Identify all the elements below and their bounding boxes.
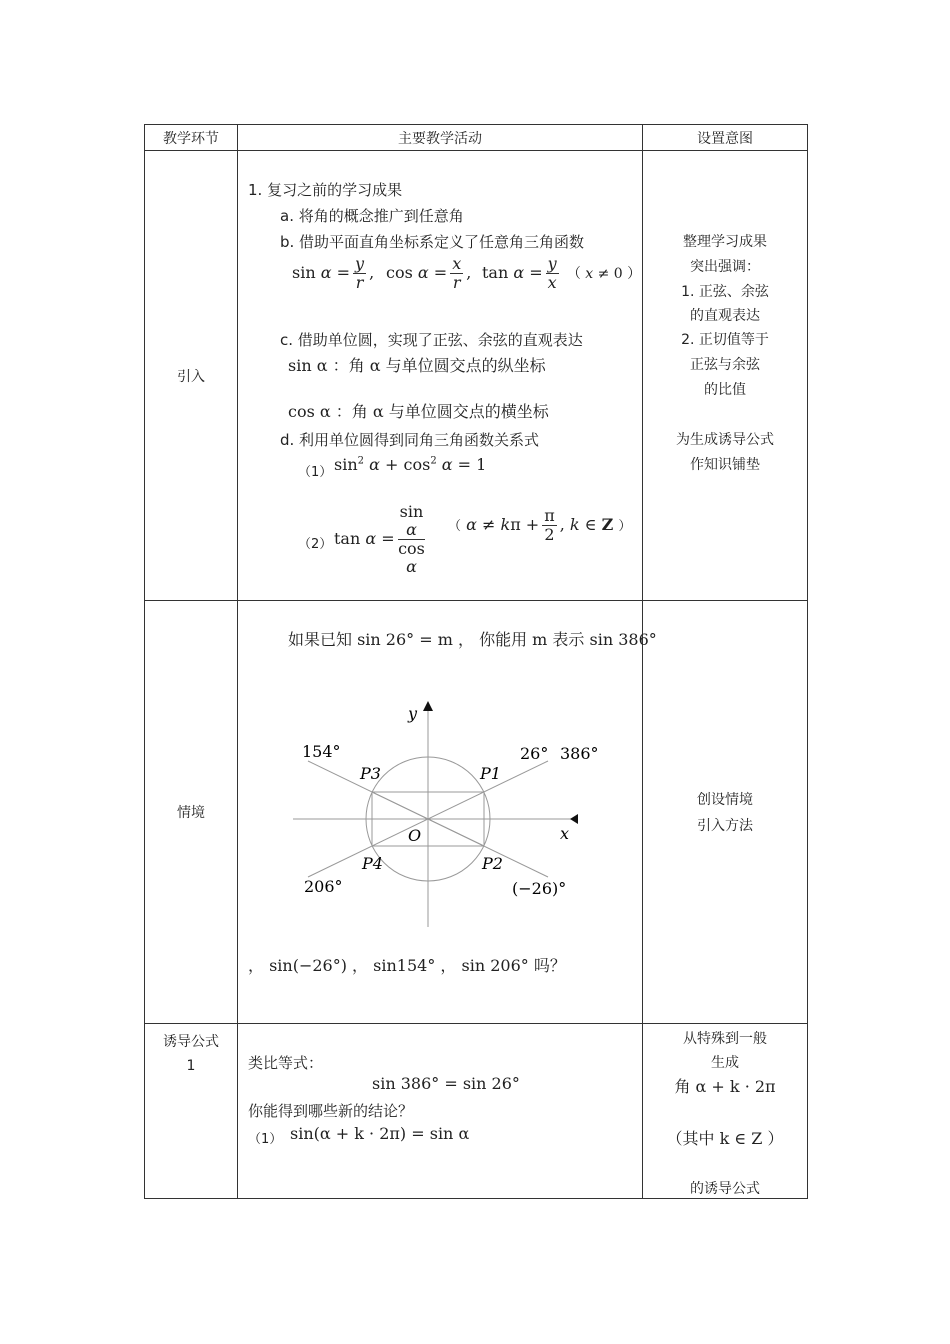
y-axis-arrow	[423, 701, 433, 711]
situation-intent-line-1: 创设情境	[697, 792, 753, 808]
sin-unit-circle: sin α ：角 α 与单位圆交点的纵坐标	[288, 356, 546, 375]
x-axis-label: x	[560, 824, 570, 843]
y-axis-label: y	[408, 704, 418, 723]
p1-label: P1	[480, 764, 501, 783]
induction-stage: 诱导公式 1	[145, 1024, 238, 1199]
intent-line-6: 正弦与余弦	[690, 357, 760, 373]
p3-label: P3	[360, 764, 381, 783]
angle-386-label: 386°	[560, 744, 599, 763]
induction-formula: sin(α + k · 2π) = sin α	[290, 1124, 470, 1143]
situation-question-1: 如果已知 sin 26° = m ， 你能用 m 表示 sin 386°	[288, 630, 657, 649]
angle-neg26-label: (−26)°	[512, 879, 567, 898]
x-axis-arrow	[570, 814, 578, 824]
lesson-plan-table	[144, 124, 808, 1199]
eq2-label: （2）	[298, 537, 333, 552]
induction-intent-line-2: 生成	[711, 1055, 739, 1071]
induction-row	[145, 1024, 808, 1199]
intent-line-2: 突出强调：	[690, 259, 760, 275]
conclusion-question: 你能得到哪些新的结论？	[248, 1102, 414, 1120]
item-d: d. 利用单位圆得到同角三角函数关系式	[280, 431, 540, 449]
item-a: a. 将角的概念推广到任意角	[280, 207, 464, 225]
p4-label: P4	[362, 854, 383, 873]
p2-label: P2	[482, 854, 503, 873]
situation-intent	[643, 601, 808, 1024]
intro-row	[145, 151, 808, 601]
intent-line-5: 2. 正切值等于	[681, 332, 769, 348]
unit-circle-diagram	[238, 697, 642, 947]
induction-intent-line-3: 角 α + k · 2π	[674, 1077, 776, 1096]
intent-line-8: 为生成诱导公式	[676, 432, 774, 448]
situation-intent-line-2: 引入方法	[697, 818, 753, 834]
review-heading: 1. 复习之前的学习成果	[248, 181, 403, 199]
header-stage: 教学环节	[145, 125, 238, 151]
eq1-label: （1）	[298, 465, 333, 480]
angle-206-label: 206°	[304, 877, 343, 896]
tan-definition: tan α = $\frac{y}{x}$ （ x ≠ 0 ）	[482, 254, 642, 292]
header-row	[145, 125, 808, 151]
angle-154-label: 154°	[302, 742, 341, 761]
item-c: c. 借助单位圆，实现了正弦、余弦的直观表达	[280, 331, 583, 349]
cos-definition: cos α = $\frac{x}{r}$ ,	[386, 254, 472, 292]
intro-intent	[643, 151, 808, 601]
induction-activity	[238, 1024, 643, 1199]
angle-26-label: 26°	[520, 744, 549, 763]
cos-unit-circle: cos α ：角 α 与单位圆交点的横坐标	[288, 402, 549, 421]
induction-intent-line-5: 的诱导公式	[690, 1181, 760, 1197]
intro-stage: 引入	[145, 151, 238, 601]
intent-line-4: 的直观表达	[690, 308, 760, 324]
analogy-label: 类比等式：	[248, 1054, 324, 1072]
header-intent: 设置意图	[643, 125, 808, 151]
intro-activity	[238, 151, 643, 601]
tangent-identity: tan α = sin α cos α	[334, 502, 425, 576]
analogy-equation: sin 386° = sin 26°	[372, 1074, 520, 1093]
intent-line-1: 整理学习成果	[683, 234, 767, 250]
induction-intent-line-4: （其中 k ∈ Z ）	[666, 1129, 784, 1148]
pythagorean-identity: $\sin^2 \alpha + \cos^2 \alpha = 1$	[334, 455, 487, 474]
situation-row	[145, 601, 808, 1024]
origin-label: O	[408, 826, 422, 845]
induction-intent-line-1: 从特殊到一般	[683, 1031, 767, 1047]
situation-question-2: ， sin(−26°) ， sin154° ， sin 206° 吗？	[248, 956, 566, 975]
tangent-condition: （ α ≠ kπ + $\frac{\pi}{2}$ , k ∈ Z ）	[448, 506, 632, 544]
sin-definition: sin α = $\frac{y}{r}$ ,	[292, 254, 375, 292]
item-b: b. 借助平面直角坐标系定义了任意角三角函数	[280, 233, 585, 251]
intent-line-9: 作知识铺垫	[690, 457, 760, 473]
situation-stage: 情境	[145, 601, 238, 1024]
intent-line-3: 1. 正弦、余弦	[681, 284, 769, 300]
header-activity: 主要教学活动	[238, 125, 643, 151]
induction-intent	[643, 1024, 808, 1199]
formula-label: （1）	[248, 1132, 283, 1147]
situation-activity	[238, 601, 657, 1024]
intent-line-7: 的比值	[704, 382, 746, 398]
